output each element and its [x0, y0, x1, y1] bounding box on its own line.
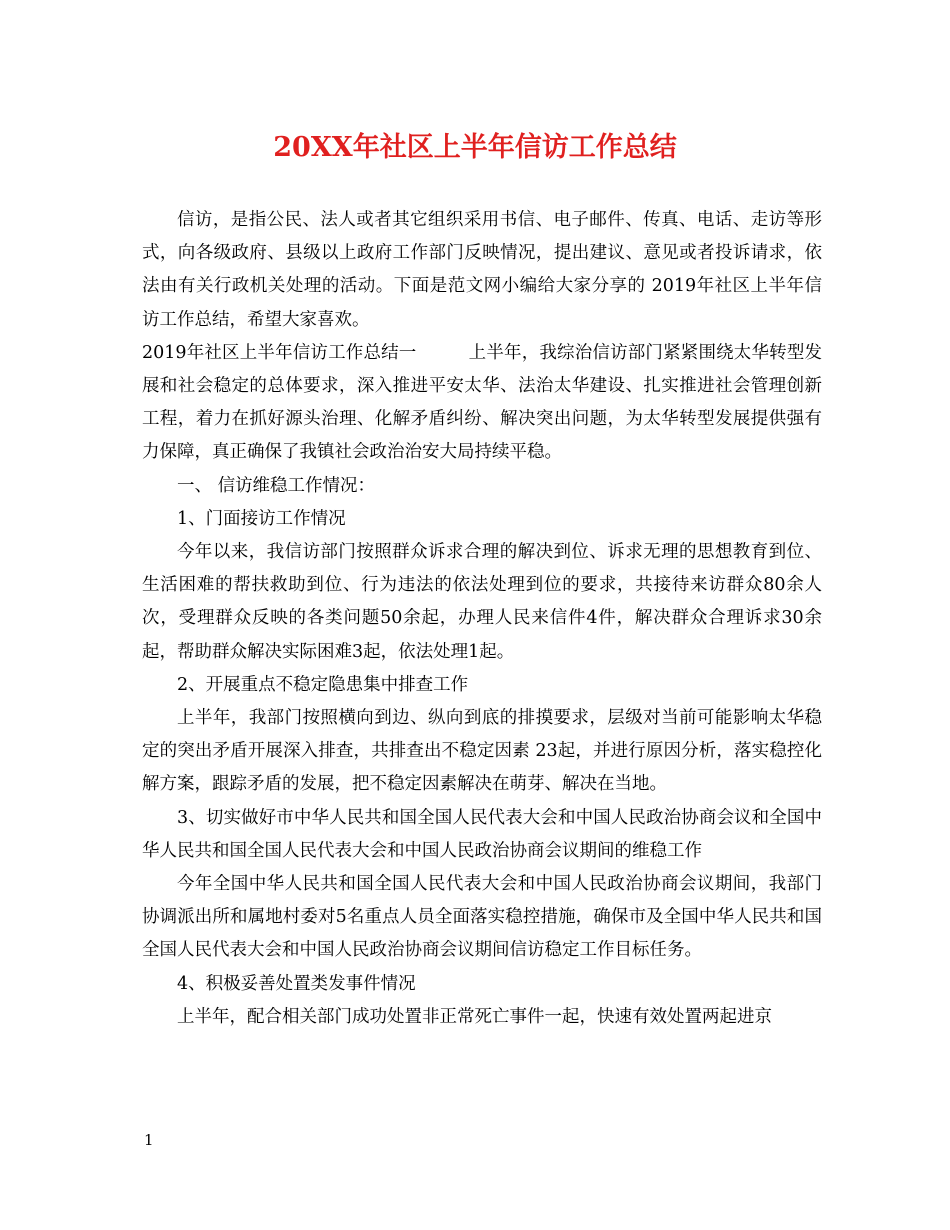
- subsection-heading-1: 1、门面接访工作情况: [177, 508, 346, 529]
- document-body: [142, 204, 822, 1034]
- summary-text: 上半年，我综治信访部门紧紧围绕太华转型发展和社会稳定的总体要求，深入推进平安太华、法治太华建设、扎实推进社会管理创新工程，着力在抓好源头治理、化解矛盾纠纷、解决突出问题，为太华转型发展提供强有力保障，真正确保了我镇社会政治治安大局持续平稳。: [142, 342, 823, 463]
- intro-paragraph: 信访，是指公民、法人或者其它组织采用书信、电子邮件、传真、电话、走访等形式，向各级政府、县级以上政府工作部门反映情况，提出建议、意见或者投诉请求，依法由有关行政机关处理的活动。下面是范文网小编给大家分享的 2019年社区上半年信访工作总结，希望大家喜欢。: [142, 210, 822, 330]
- investigation-paragraph: 上半年，我部门按照横向到边、纵向到底的排摸要求，层级对当前可能影响太华稳定的突出矛盾开展深入排查，共排查出不稳定因素 23起，并进行原因分析，落实稳控化解方案，跟踪矛盾的发展，把不稳定因素解决在萌芽、解决在当地。: [142, 708, 822, 795]
- document-title: 20XX年社区上半年信访工作总结: [273, 132, 677, 163]
- subsection-heading-4: 4、积极妥善处置类发事件情况: [177, 973, 416, 994]
- summary-heading: 2019年社区上半年信访工作总结一: [142, 342, 417, 363]
- section-heading-1: 一、 信访维稳工作情况：: [177, 475, 376, 496]
- summary-paragraph: [142, 337, 822, 470]
- page-number: 1: [144, 1131, 154, 1149]
- subsection-heading-3: 3、切实做好市中华人民共和国全国人民代表大会和中国人民政治协商会议和全国中华人民共和国全国人民代表大会和中国人民政治协商会议期间的维稳工作: [142, 807, 822, 861]
- session-paragraph: 今年全国中华人民共和国全国人民代表大会和中国人民政治协商会议期间，我部门协调派出所和属地村委对5名重点人员全面落实稳控措施，确保市及全国中华人民共和国全国人民代表大会和中国人民政治协商会议期间信访稳定工作目标任务。: [142, 874, 822, 961]
- reception-paragraph: 今年以来，我信访部门按照群众诉求合理的解决到位、诉求无理的思想教育到位、生活困难的帮扶救助到位、行为违法的依法处理到位的要求，共接待来访群众80余人次，受理群众反映的各类问题50余起，办理人民来信件4件，解决群众合理诉求30余起，帮助群众解决实际困难3起，依法处理1起。: [142, 542, 822, 662]
- incident-paragraph: 上半年，配合相关部门成功处置非正常死亡事件一起，快速有效处置两起进京: [177, 1006, 772, 1027]
- subsection-heading-2: 2、开展重点不稳定隐患集中排查工作: [177, 674, 469, 695]
